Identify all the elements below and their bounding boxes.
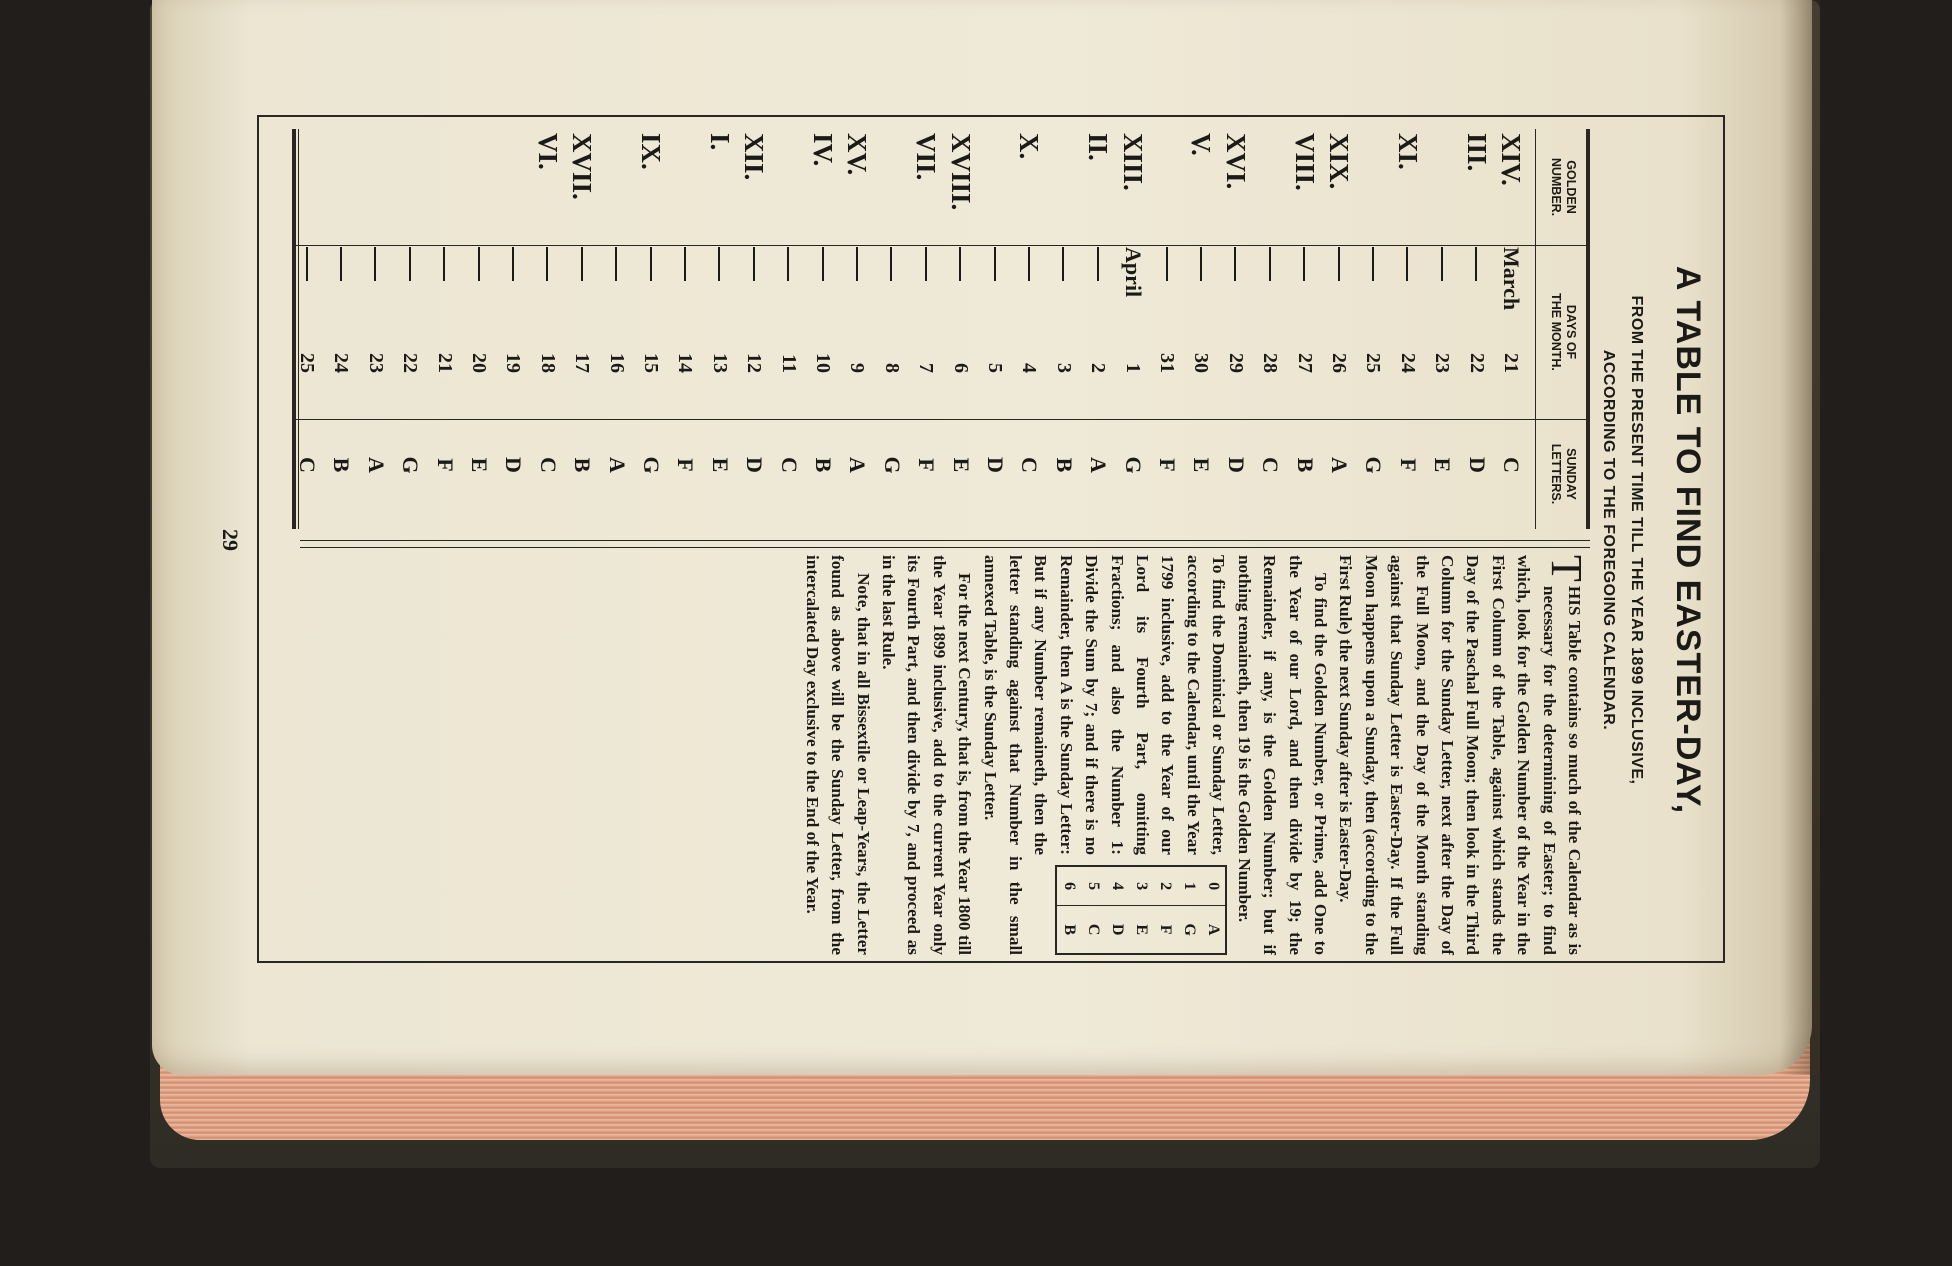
day-cell: 15 (640, 353, 662, 373)
sunday-letter-cell: C (1499, 457, 1524, 473)
month-cell (1288, 247, 1322, 327)
sunday-letter-cell: G (879, 456, 905, 474)
day-cell: 7 (915, 363, 938, 373)
golden-number-cell: I. (704, 133, 735, 151)
mini-table-number: 2 (1153, 866, 1177, 906)
table-row (978, 129, 1012, 529)
day-cell: 12 (743, 353, 766, 373)
day-cell: 9 (846, 363, 869, 373)
day-cell: 24 (330, 353, 353, 373)
table-row (875, 129, 909, 529)
table-row (703, 129, 737, 529)
ditto-dash (822, 247, 824, 281)
table-row (1081, 129, 1115, 529)
mini-table-row (1177, 866, 1201, 954)
sunday-letter-cell: D (983, 457, 1008, 473)
sunday-letter-cell: A (1327, 457, 1352, 473)
month-cell (703, 247, 737, 327)
sunday-letter-cell: C (295, 457, 320, 473)
golden-number-cell: XVI. (1220, 133, 1251, 190)
sunday-letter-cell: C (776, 457, 802, 473)
page-subtitle-2: ACCORDING TO THE FOREGOING CALENDAR. (1600, 349, 1617, 731)
header-rule (1535, 129, 1536, 529)
paragraph-4: For the next Century, that is, from the Year 1800 till the Year 1899 inclusive, add to the current Year only its Fourth Part, and then divide by 7, and proceed as in the last Rule. (879, 555, 975, 955)
golden-number-cell: VI. (532, 133, 563, 170)
sunday-letter-cell: B (1051, 457, 1077, 473)
mini-table-number: 5 (1081, 866, 1105, 906)
table-row (1150, 129, 1184, 529)
day-cell: 29 (1224, 353, 1247, 373)
mini-table-number: 1 (1177, 866, 1201, 906)
day-cell: 2 (1087, 363, 1110, 373)
month-cell (1184, 247, 1218, 327)
table-row (1288, 129, 1322, 529)
month-cell (428, 247, 462, 327)
day-cell: 22 (399, 353, 422, 373)
spine-shadow (1780, 0, 1820, 1075)
day-cell: 16 (605, 353, 628, 373)
header-golden-number: GOLDEN NUMBER. (1549, 157, 1578, 217)
day-cell: 27 (1293, 353, 1316, 373)
day-cell: 25 (1362, 353, 1385, 373)
month-cell (324, 247, 358, 327)
paragraph-1: T HIS Table contains so much of the Calendar as is necessary for the determining of Easter; to find which, look for the Golden Number of the Year in the First Column of the Table, against which stands the Day of the Paschal Full Moon; then look in the Third Column for the Sunday Letter, next after the Day of the Full Moon, and the Day of the Month standing against that Sunday Letter is Easter-Day. If the Full Moon happens upon a Sunday, then (according to the First Rule) the next Sunday after is Easter-Day. (1336, 555, 1591, 955)
sunday-letter-cell: A (1086, 457, 1112, 473)
table-row (359, 129, 393, 529)
month-cell (840, 247, 874, 327)
table-row (496, 129, 530, 529)
table-row (1184, 129, 1218, 529)
month-cell (531, 247, 565, 327)
ditto-dash (1406, 247, 1408, 281)
ditto-dash (615, 247, 617, 281)
golden-number-cell: XII. (739, 133, 770, 181)
golden-number-cell: XVIII. (945, 133, 976, 211)
day-cell: 10 (812, 353, 834, 373)
golden-number-cell: XIII. (1117, 133, 1148, 191)
ditto-dash (443, 247, 445, 281)
sunday-letter-cell: E (1189, 457, 1215, 473)
ditto-dash (1200, 247, 1202, 281)
table-row (840, 129, 874, 529)
sunday-letter-cell: D (742, 457, 768, 473)
page-subtitle: FROM THE PRESENT TIME TILL THE YEAR 1899 INCLUSIVE, (1628, 295, 1645, 785)
ditto-dash (1028, 247, 1030, 281)
month-cell (1150, 247, 1184, 327)
golden-number-cell: XV. (842, 133, 873, 176)
month-cell (496, 247, 530, 327)
ditto-dash (1062, 247, 1064, 281)
month-cell (1356, 247, 1390, 327)
table-row (600, 129, 634, 529)
ditto-dash (1372, 247, 1374, 281)
month-cell (290, 247, 324, 327)
mini-table-number: 4 (1105, 866, 1129, 906)
month-cell (944, 247, 978, 327)
ditto-dash (546, 247, 548, 281)
ditto-dash (890, 247, 892, 281)
month-cell (1047, 247, 1081, 327)
day-cell: 4 (1018, 363, 1041, 373)
golden-number-cell: IV. (808, 133, 838, 167)
table-row (1356, 129, 1390, 529)
month-cell (806, 247, 840, 327)
ditto-dash (478, 247, 480, 281)
sunday-letter-cell: D (1223, 457, 1249, 473)
golden-number-cell: VIII. (1289, 133, 1320, 191)
sunday-letter-cell: G (639, 456, 664, 474)
mini-table-number: 3 (1129, 866, 1153, 906)
ditto-dash (787, 247, 789, 281)
sunday-letter-cell: F (1155, 458, 1180, 472)
ditto-dash (1097, 247, 1099, 281)
golden-number-cell: XVII. (567, 133, 598, 200)
mini-table-row (1201, 866, 1226, 954)
mini-table-letter: E (1133, 924, 1151, 936)
table-row (1322, 129, 1356, 529)
ditto-dash (512, 247, 514, 281)
day-cell: 17 (571, 353, 594, 373)
day-cell: 30 (1190, 353, 1213, 373)
day-cell: 21 (433, 353, 456, 373)
month-cell (1219, 247, 1253, 327)
table-row (806, 129, 840, 529)
sunday-letter-cell: E (1430, 457, 1456, 473)
day-cell: 8 (880, 363, 903, 373)
table-row (428, 129, 462, 529)
golden-number-cell: XIV. (1496, 133, 1526, 186)
day-cell: 14 (674, 353, 697, 373)
sunday-letter-cell: B (811, 457, 836, 473)
sunday-letter-cell: G (398, 456, 424, 474)
day-cell: 13 (708, 353, 731, 373)
column-divider (300, 540, 1590, 548)
golden-number-cell: VII. (911, 133, 942, 181)
sunday-letter-cell: E (467, 457, 492, 473)
mini-table-letter: D (1109, 923, 1127, 936)
day-cell: 26 (1328, 353, 1350, 373)
day-cell: 23 (1431, 353, 1454, 373)
mini-table-letter: C (1085, 923, 1103, 936)
month-cell (1322, 247, 1356, 327)
ditto-dash (753, 247, 755, 281)
table-row (737, 129, 771, 529)
sunday-letter-cell: F (673, 458, 699, 472)
table-row (668, 129, 702, 529)
month-cell (737, 247, 771, 327)
ditto-dash (409, 247, 411, 281)
sunday-letter-cell: D (1464, 457, 1490, 473)
ditto-dash (856, 247, 858, 281)
golden-number-cell: V. (1186, 133, 1217, 156)
sunday-letter-cell: B (329, 457, 355, 473)
mini-table-letter: B (1061, 924, 1079, 936)
ditto-dash (994, 247, 996, 281)
mini-table-row (1081, 866, 1105, 954)
day-cell: 24 (1396, 353, 1419, 373)
sunday-letter-cell: E (948, 457, 974, 473)
easter-table (292, 129, 1590, 529)
ditto-dash (306, 247, 308, 281)
header-sunday-letters: SUNDAY LETTERS. (1549, 443, 1578, 505)
paragraph-5: Note, that in all Bissextile or Leap-Years, the Letter found as above will be the Sunday Letter, from the intercalated Day exclusive to the End of the Year. (802, 555, 873, 955)
month-cell (1081, 247, 1115, 327)
month-cell (634, 247, 668, 327)
ditto-dash (1475, 247, 1477, 281)
day-cell: 3 (1052, 363, 1075, 373)
header-days-of-month: DAYS OF THE MONTH. (1549, 293, 1578, 371)
month-cell (359, 247, 393, 327)
ditto-dash (718, 247, 720, 281)
table-row (531, 129, 565, 529)
table-row (462, 129, 496, 529)
page-content (218, 115, 1725, 965)
mini-table-row (1153, 866, 1177, 954)
sunday-letter-cell: B (1292, 457, 1318, 473)
day-cell: 31 (1156, 353, 1178, 373)
mini-table-letter: F (1157, 924, 1175, 935)
month-cell (600, 247, 634, 327)
table-row (324, 129, 358, 529)
mini-table-row (1129, 866, 1153, 954)
golden-number-cell: XIX. (1324, 133, 1354, 190)
table-row (1116, 129, 1150, 529)
sunday-letter-cell: E (707, 457, 733, 473)
day-cell: 23 (364, 353, 387, 373)
ditto-dash (650, 247, 652, 281)
sunday-letter-cell: F (432, 458, 458, 472)
table-row (1047, 129, 1081, 529)
mini-table-number: 6 (1056, 866, 1081, 906)
table-row (772, 129, 806, 529)
golden-number-cell: II. (1083, 133, 1114, 161)
ditto-dash (1269, 247, 1271, 281)
sunday-letter-cell: B (570, 457, 596, 473)
sunday-letter-cell: C (1017, 457, 1043, 473)
sunday-letter-cell: A (604, 457, 630, 473)
day-cell: 1 (1121, 363, 1144, 373)
page-number: 29 (218, 529, 243, 551)
ditto-dash (1338, 247, 1340, 281)
table-row (1494, 129, 1528, 529)
mini-table-row (1056, 866, 1081, 954)
ditto-dash (1166, 247, 1168, 281)
table-row (634, 129, 668, 529)
sunday-letter-cell: F (1395, 458, 1421, 472)
sunday-letter-cell: C (1258, 457, 1284, 473)
ditto-dash (959, 247, 961, 281)
paragraph-2: To find the Golden Number, or Prime, add One to the Year of our Lord, and then divide by 19; the Remainder, if any, is the Golden Number; but if nothing remaineth, then 19 is the Golden Number. (1234, 555, 1330, 955)
day-cell: 22 (1465, 353, 1488, 373)
month-cell (772, 247, 806, 327)
day-cell: 18 (536, 353, 559, 373)
month-cell (565, 247, 599, 327)
month-cell (393, 247, 427, 327)
sunday-letter-cell: G (1361, 456, 1387, 474)
golden-number-cell: XI. (1392, 133, 1423, 170)
day-cell: 5 (984, 363, 1006, 373)
ditto-dash (1441, 247, 1443, 281)
table-row (944, 129, 978, 529)
drop-cap: T (1542, 555, 1591, 582)
golden-number-cell: IX. (636, 133, 666, 170)
table-row (290, 129, 324, 529)
explanation-text: T HIS Table contains so much of the Calendar as is necessary for the determining of Easter; to find which, look for the Golden Number of the Year in the First Column of the Table, against which stands the Day of the Paschal Full Moon; then look in the Third Column for the Sunday Letter, next after the Day of the Full Moon, and the Day of the Month standing against that Sunday Letter is Easter-Day. If the Full Moon happens upon a Sunday, then (according to the First Rule) the next Sunday after is Easter-Day. To find the Golden Number, or Prime, add One to the Year of our Lord, and then divide by 19; the Remainder, if any, is the Golden Number; but if nothing remaineth, then 19 is the Golden Number. 0 A 1 G 2 F 3 E 4 D 5 C 6 B To find the Dominical or Sunday Letter, according to the Calendar, until the Year 1799 inclusive, add to the Year of our Lord its Fourth Part, omitting Fractions; and also the Number 1: Divide the Sum by 7; and if there is no Remainder, then A is the Sunday Letter: But if any Number remaineth, then the letter standing against that Number in the small annexed Table, is the Sunday Letter. For the next Century, that is, from the Year 1800 till the Year 1899 inclusive, add to the current Year only its Fourth Part, and then divide by 7, and proceed as in the last Rule. Note, that in all Bissextile or Leap-Years, the Letter found as above will be the Sunday Letter, from the intercalated Day exclusive to the End of the Year. (799, 555, 1587, 955)
table-row (1219, 129, 1253, 529)
mini-table-number: 0 (1201, 866, 1226, 906)
sunday-letter-cell: F (914, 458, 940, 472)
month-cell (1425, 247, 1459, 327)
sunday-letter-cell: A (363, 457, 389, 473)
ditto-dash (340, 247, 342, 281)
ditto-dash (581, 247, 583, 281)
ditto-dash (1234, 247, 1236, 281)
month-cell (1012, 247, 1046, 327)
sunday-letter-cell: A (845, 457, 871, 473)
table-row (1253, 129, 1287, 529)
sunday-letter-cell: G (1120, 456, 1146, 474)
golden-number-cell: III. (1461, 133, 1492, 172)
sunday-letter-cell: C (535, 457, 561, 473)
day-cell: 6 (949, 363, 972, 373)
table-row (1460, 129, 1494, 529)
month-cell (909, 247, 943, 327)
golden-number-cell: X. (1014, 133, 1045, 160)
mini-table-letter: A (1205, 923, 1223, 936)
table-row (1391, 129, 1425, 529)
day-cell: 11 (777, 354, 800, 373)
month-cell (1391, 247, 1425, 327)
month-cell (1460, 247, 1494, 327)
month-cell (668, 247, 702, 327)
ditto-dash (1303, 247, 1305, 281)
day-cell: 21 (1500, 353, 1522, 373)
month-cell: March (1499, 247, 1524, 311)
dominical-mini-table (1055, 865, 1227, 955)
month-cell (875, 247, 909, 327)
table-row (1012, 129, 1046, 529)
ditto-dash (925, 247, 927, 281)
sunday-letter-cell: D (501, 457, 527, 473)
mini-table-letter: G (1181, 923, 1199, 936)
month-cell (1253, 247, 1287, 327)
page-title: A TABLE TO FIND EASTER-DAY, (1669, 265, 1707, 815)
day-cell: 20 (468, 353, 490, 373)
table-row (565, 129, 599, 529)
day-cell: 28 (1259, 353, 1282, 373)
table-row (909, 129, 943, 529)
day-cell: 19 (502, 353, 525, 373)
table-row (393, 129, 427, 529)
ditto-dash (374, 247, 376, 281)
table-row (1425, 129, 1459, 529)
month-cell (462, 247, 496, 327)
month-cell (978, 247, 1012, 327)
ditto-dash (684, 247, 686, 281)
mini-table-row (1105, 866, 1129, 954)
month-cell: April (1120, 247, 1146, 298)
day-cell: 25 (296, 353, 318, 373)
